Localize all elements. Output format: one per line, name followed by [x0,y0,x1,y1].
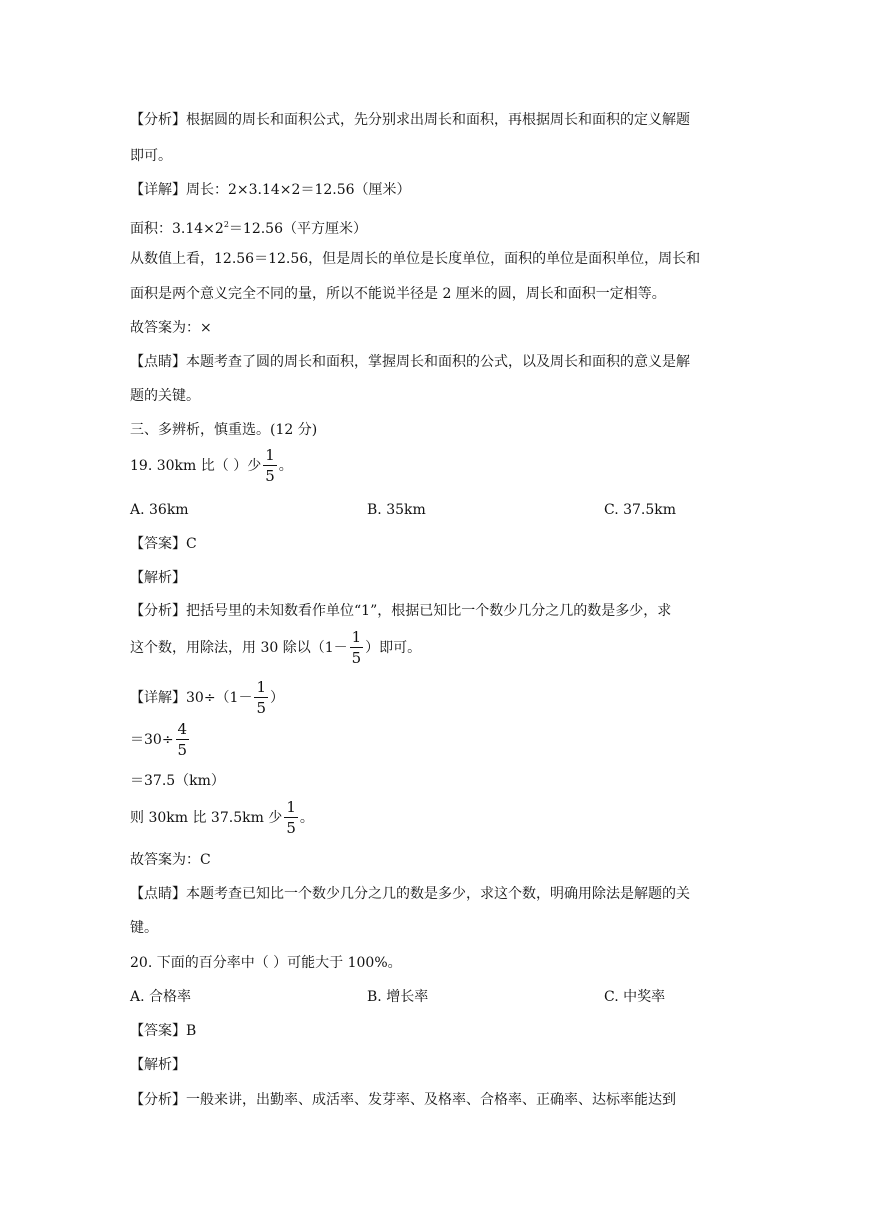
fraction: $\frac{1}{5}$ [351,628,362,667]
solution-line: 【详解】周长：2×3.14×2＝12.56（厘米） [130,182,411,198]
explanation-line: 面积是两个意义完全不同的量，所以不能说半径是 2 厘米的圆，周长和面积一定相等。 [130,286,666,302]
question-20-stem: 20. 下面的百分率中（ ）可能大于 100%。 [130,955,402,971]
key-point-line: 键。 [130,920,158,936]
answer-label: 【答案】C [130,536,197,552]
option-a: A. 36km [130,502,189,518]
key-point-line: 【点睛】本题考查了圆的周长和面积，掌握周长和面积的公式，以及周长和面积的意义是解 [130,354,690,370]
analysis-line: 【分析】一般来讲，出勤率、成活率、发芽率、及格率、合格率、正确率、达标率能达到 [130,1092,676,1108]
solution-line: 则 30km 比 37.5km 少 $\frac{1}{5}$ 。 [130,798,314,837]
exponent: 2 [223,220,229,229]
analysis-heading: 【解析】 [130,1057,186,1073]
option-c: C. 37.5km [604,502,677,518]
fraction: $\frac{4}{5}$ [177,720,188,759]
question-19-stem: 19. 30km 比（ ）少 $\frac{1}{5}$ 。 [130,446,293,485]
section-title: 三、多辨析，慎重选。(12 分) [130,422,318,438]
final-answer: 故答案为：C [130,852,211,868]
fraction: $\frac{1}{5}$ [256,678,266,717]
key-point-line: 题的关键。 [130,388,200,404]
explanation-line: 从数值上看，12.56＝12.56，但是周长的单位是长度单位，面积的单位是面积单位，周长和 [130,251,701,267]
solution-line: 【详解】30÷（1－ $\frac{1}{5}$ ） [130,678,284,717]
option-a: A. 合格率 [130,989,192,1005]
solution-line: 面积：$3.14\times 2^2=12.56$（平方厘米） [130,220,367,237]
option-c: C. 中奖率 [604,989,666,1005]
option-b: B. 35km [367,502,426,518]
analysis-line: 【分析】把括号里的未知数看作单位“1”，根据已知比一个数少几分之几的数是多少，求 [130,603,672,619]
solution-line: ＝30÷ $\frac{4}{5}$ [130,720,188,759]
option-b: B. 增长率 [367,989,429,1005]
analysis-heading: 【解析】 [130,570,186,586]
analysis-line: 即可。 [130,148,172,164]
analysis-line: 这个数，用除法，用 30 除以（1－ $\frac{1}{5}$ ）即可。 [130,628,422,667]
fraction: $\frac{1}{5}$ [265,446,275,485]
final-answer: 故答案为：× [130,320,212,336]
key-point-line: 【点睛】本题考查已知比一个数少几分之几的数是多少，求这个数，明确用除法是解题的关 [130,886,690,902]
answer-label: 【答案】B [130,1023,197,1039]
solution-line: ＝37.5（km） [130,773,225,789]
analysis-line: 【分析】根据圆的周长和面积公式，先分别求出周长和面积，再根据周长和面积的定义解题 [130,112,690,128]
fraction: $\frac{1}{5}$ [286,798,296,837]
